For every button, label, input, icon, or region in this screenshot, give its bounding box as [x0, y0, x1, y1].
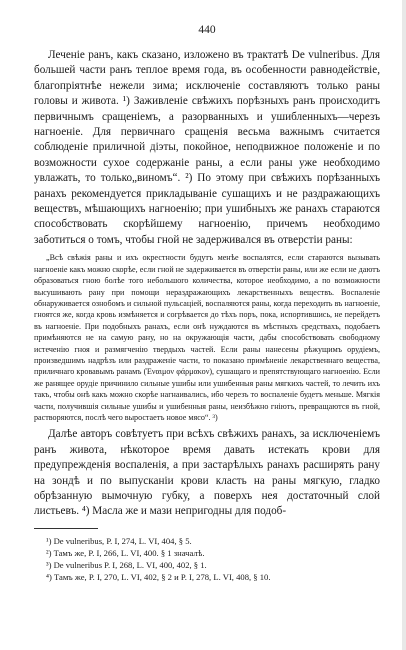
footnotes: [34, 535, 380, 584]
block-quote: [34, 252, 380, 423]
paragraph-2: Далѣе авторъ совѣтуетъ при всѣхъ свѣжихъ ранахъ, за исключеніемъ ранъ живота, нѣкоторое время давать истекать крови для предупрежденія воспаленія, а при застарѣлыхъ ранахъ расширять рану на зондѣ и по выпусканіи крови класть на раны мягкую, гладко обрѣзанную вымочную губку, а поверхъ нея достаточный слой листьевъ. ⁴) Масла же и мази непригодны для подоб-: [34, 428, 380, 518]
page-number: 440: [198, 24, 216, 36]
paragraph-1: Леченіе ранъ, какъ сказано, изложено въ трактатѣ De vulneribus. Для большей части ранъ теплое время года, въ особенности равнодействіе, благопріятнѣе нежели зима; исключеніе составляютъ только раны головы и живота. ¹) Заживленіе свѣжихъ порѣзныхъ ранъ происходитъ первичнымъ сращеніемъ, а разорванныхъ и ушибленныхъ—черезъ нагноеніе. Для первичнаго сращенія весьма важнымъ считается соблюденіе приличной діэты, покойное, неподвижное положеніе и по возможности сухое содержаніе раны, а если раны уже необходимо увлажать, то только„виномъ“. ²) По этому при свѣжихъ порѣзанныхъ ранахъ рекомендуется прикладываніе сушащихъ и не раздражающихъ веществъ, мѣшающихъ нагноенію; при ушибныхъ же ранахъ стараются способствовать скорѣйшему нагноенію, причемъ необходимо заботиться о томъ, чтобы гной не задерживался въ отверстіи раны:: [34, 49, 380, 246]
main-text-continued: [34, 427, 380, 519]
footnote-divider: [34, 528, 98, 529]
footnote-4: ⁴) Тамъ же, P. I, 270, L. VI, 402, § 2 и P. I, 278, L. VI, 408, § 10.: [46, 572, 271, 583]
footnote-1: ¹) De vulneribus, P. I, 274, L. VI, 404, § 5.: [46, 535, 192, 546]
footnote-3: ³) De vulneribus P. I, 268, L. VI, 400, 402, § 1.: [46, 560, 207, 571]
footnote-2: ²) Тамъ же, P. I, 266, L. VI, 400. § 1 значалѣ.: [46, 548, 205, 559]
main-text: [34, 48, 380, 248]
quote-paragraph: „Всѣ свѣжія раны и ихъ окрестности будутъ менѣе воспалятся, если стараются вызывать нагноеніе какъ можно скорѣе, если гной не задерживается въ отверстіи раны, или же если не даютъ образоваться гною болѣе того небольшого количества, которое необходимо, а по возможности высушивають рану при помощи нераздражающихъ лекарственныхъ веществъ. Воспаленіе обнаруживается ознобомъ и сильной пульсаціей, воспаляются раны, когда переходить въ нагноеніе, гноятся же, когда кровь измѣняется и согрѣвается до тѣхъ поръ, пока, испортившись, не перейдетъ въ нагноеніе. При подобныхъ ранахъ, если онѣ нуждаются въ мѣстныхъ средствахъ, подобаетъ примѣняются не на самую рану, но на окружающія части, дабы способствовать свободному истеченію гноя и размягченію твердыхъ частей. Если раны нанесены рѣжущимъ орудіемъ, произведшимъ надрѣзъ или раздраженіе части, то показано примѣненіе лекарственнаго вещества, приличнаго кровавымъ ранамъ (Έναιμον φάρμακον), сушащаго и препятствующаго нагноенію. Если же ранящее орудіе причинило сильные ушибы или ушибенныя раны мягкихъ частей, то лечить ихъ такъ, чтобы онѣ какъ можно скорѣе нагнаивались, ибо черезъ то воспаленіе будетъ меньше. Мягкія части, получившія сильные ушибы и ушибенныя раны, неизбѣжно гніютъ, превращаются въ гной, растворяются, послѣ чего выростаетъ новое мясо“. ³): [34, 253, 380, 422]
page-edge: [402, 0, 406, 650]
